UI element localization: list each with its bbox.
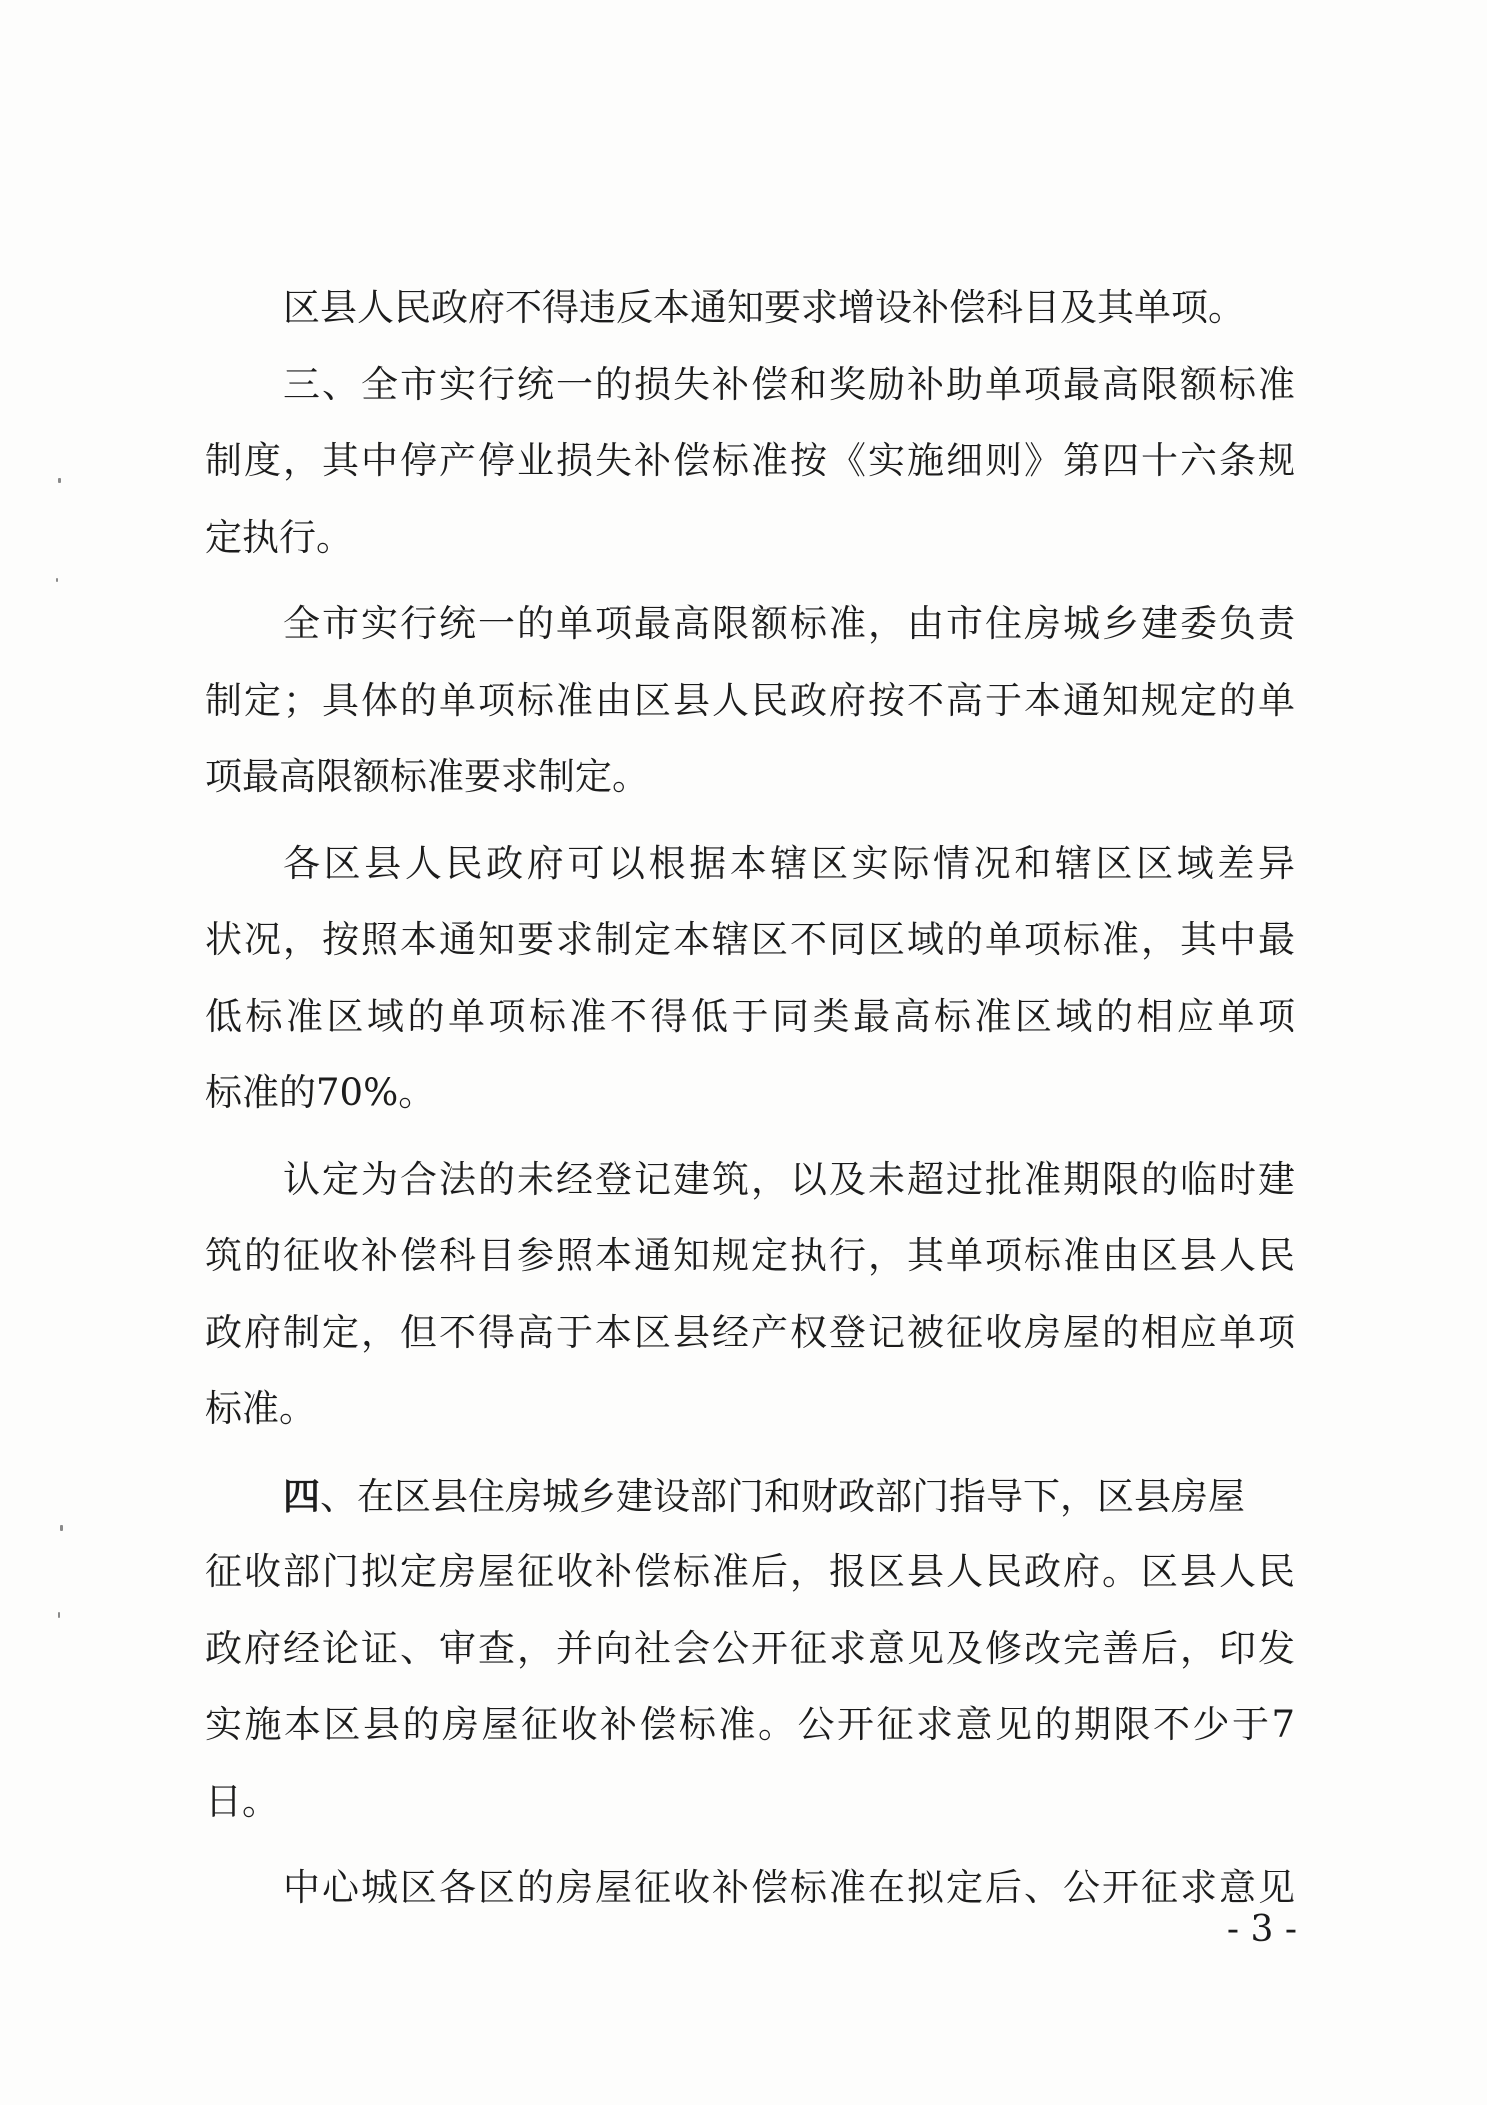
- text-line: 认定为合法的未经登记建筑，以及未超过批准期限的临时建: [283, 1157, 1295, 1201]
- document-body: [205, 270, 1295, 1927]
- text-line: 日。: [205, 1779, 279, 1823]
- text-line: 征收部门拟定房屋征收补偿标准后，报区县人民政府。区县人民: [205, 1550, 1295, 1593]
- text-line: 状况，按照本通知要求制定本辖区不同区域的单项标准，其中最: [205, 918, 1295, 961]
- scan-speck: [56, 578, 58, 582]
- scan-speck: [60, 1525, 63, 1531]
- scan-speck: [58, 478, 61, 483]
- text-line: [205, 1458, 1295, 1535]
- text-line: 标准。: [205, 1387, 316, 1430]
- section-number: 四: [283, 1473, 320, 1518]
- text-line: 实施本区县的房屋征收补偿标准。公开征求意见的期限不少于7: [205, 1703, 1295, 1746]
- text-line: 政府制定，但不得高于本区县经产权登记被征收房屋的相应单项: [205, 1310, 1295, 1354]
- text-line: 制定；具体的单项标准由区县人民政府按不高于本通知规定的单: [205, 678, 1295, 722]
- text-line: 全市实行统一的单项最高限额标准，由市住房城乡建委负责: [283, 602, 1295, 645]
- text-line: 政府经论证、审查，并向社会公开征求意见及修改完善后，印发: [205, 1626, 1295, 1670]
- text-line: 制度，其中停产停业损失补偿标准按《实施细则》第四十六条规: [205, 439, 1295, 482]
- text-line: 标准的70%。: [205, 1071, 436, 1114]
- text-line: 筑的征收补偿科目参照本通知规定执行，其单项标准由区县人民: [205, 1234, 1295, 1277]
- text-segment: 、在区县住房城乡建设部门和财政部门指导下，区县房屋: [320, 1474, 1245, 1518]
- text-line: 三、全市实行统一的损失补偿和奖励补助单项最高限额标准: [283, 362, 1295, 406]
- page-number: - 3 -: [1226, 1909, 1297, 1950]
- scan-speck: [58, 1612, 60, 1618]
- text-line: 定执行。: [205, 515, 353, 559]
- text-line: 各区县人民政府可以根据本辖区实际情况和辖区区域差异: [283, 841, 1295, 885]
- text-line: 低标准区域的单项标准不得低于同类最高标准区域的相应单项: [205, 994, 1295, 1038]
- text-line: 项最高限额标准要求制定。: [205, 755, 649, 798]
- text-line: 中心城区各区的房屋征收补偿标准在拟定后、公开征求意见: [283, 1866, 1295, 1909]
- text-line: 区县人民政府不得违反本通知要求增设补偿科目及其单项。: [283, 286, 1245, 329]
